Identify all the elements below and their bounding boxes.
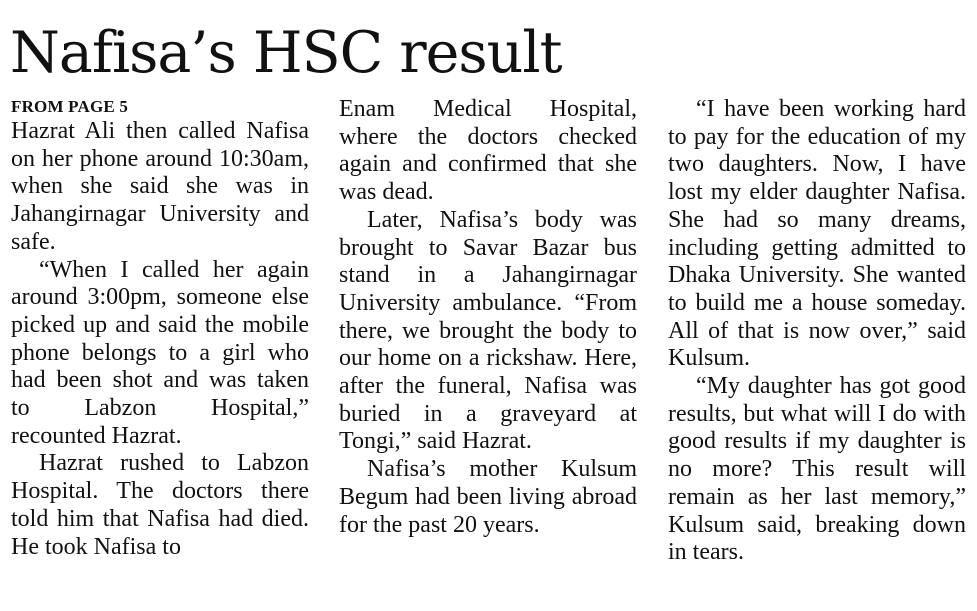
paragraph: Enam Medical Hospital, where the doctors checked again and confirmed that she was dead.	[339, 96, 637, 206]
paragraph: “When I called her again around 3:00pm, someone else picked up and said the mobile phone belongs to a girl who had been shot and was taken to Labzon Hospital,” recounted Hazrat.	[11, 256, 309, 449]
article-column-1	[11, 96, 309, 561]
headline: Nafisa’s HSC result	[10, 20, 562, 86]
paragraph: “I have been working hard to pay for the education of my two daughters. Now, I have lost my elder daughter Nafisa. She had so many dreams, including getting admitted to Dhaka University. She wanted to build me a house someday. All of that is now over,” said Kulsum.	[668, 96, 966, 372]
paragraph: Hazrat rushed to Labzon Hospital. The doctors there told him that Nafisa had died. He took Nafisa to	[11, 450, 309, 560]
continuation-kicker: FROM PAGE 5	[11, 97, 129, 116]
article-column-3	[668, 96, 966, 567]
paragraph: Later, Nafisa’s body was brought to Savar Bazar bus stand in a Jahangirnagar University ambulance. “From there, we brought the body to our home on a rickshaw. Here, after the funeral, Nafisa was buried in a graveyard at Tongi,” said Hazrat.	[339, 206, 637, 455]
article-column-2	[339, 96, 637, 539]
paragraph: “My daughter has got good results, but what will I do with good results if my daughter is no more? This result will remain as her last memory,” Kulsum said, breaking down in tears.	[668, 373, 966, 566]
paragraph: Nafisa’s mother Kulsum Begum had been living abroad for the past 20 years.	[339, 456, 637, 538]
paragraph: Hazrat Ali then called Nafisa on her phone around 10:30am, when she said she was in Jahangirnagar University and safe.	[11, 118, 309, 255]
